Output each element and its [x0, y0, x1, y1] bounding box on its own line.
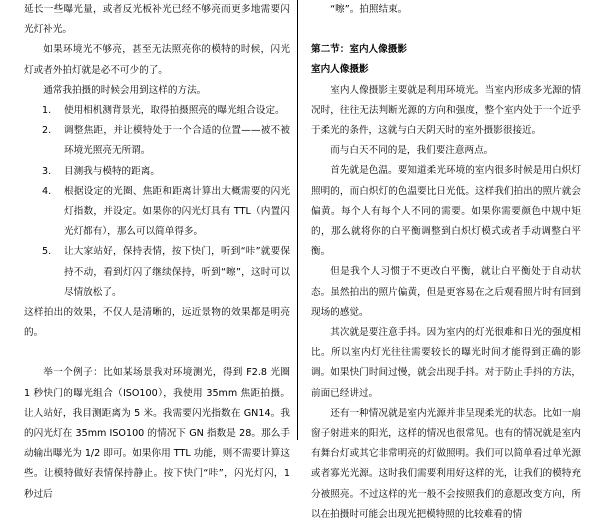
paragraph: 其次就是要注意手抖。因为室内的灯光很难和日光的强度相比。所以室内灯光往往需要较长的曝光时间才能得到正确的影调。如果快门时间过慢，就会出现手抖。对于防止手抖的方法，前面已经讲过。	[311, 327, 581, 399]
paragraph: 而与白天不同的是，我们要注意两点。	[330, 145, 494, 157]
paragraph: 如果环境光不够亮，甚至无法照亮你的模特的时候，闪光灯或者外拍灯就是必不可少的了。	[24, 44, 290, 76]
list-item	[24, 121, 290, 161]
left-page	[24, 0, 290, 500]
paragraph: “嚓”。拍照结束。	[330, 4, 408, 15]
section-heading: 第二节：室内人像摄影	[311, 44, 407, 56]
paragraph: 但是我个人习惯于不更改白平衡，就让白平衡处于自动状态。虽然拍出的照片偏黄，但是更容易在之后观看照片时有回到现场的感觉。	[311, 266, 581, 318]
paragraph: 首先就是色温。要知道柔光环境的室内很多时候是用白炽灯照明的，而白炽灯的色温要比日光低。这样我们拍出的照片就会偏黄。每个人有每个人不同的需要。如果你需要颜色中规中矩的，那么就将你的白平衡调整到白炽灯模式或者手动调整白平衡。	[311, 165, 581, 258]
page-divider	[297, 0, 298, 440]
right-page	[311, 0, 581, 520]
list-number: 4.	[42, 185, 52, 197]
list-item-text: 目测我与模特的距离。	[64, 165, 160, 177]
list-item-text: 使用相机测背景光，取得拍摄照亮的曝光组合设定。	[64, 105, 285, 117]
list-number: 1.	[42, 105, 52, 117]
list-number: 2.	[42, 125, 52, 137]
paragraph: 还有一种情况就是室内光源并非呈现柔光的状态。比如一扇窗子射进来的阳光，这样的情况也很常见。也有的情况就是室内有舞台灯或其它非常明亮的灯做照明。我们可以简单看过单光源或者寡光光源。这时我们需要利用好这样的光，让我们的模特充分被照亮。不过这样的光一般不会按照我们的意愿改变方向，所以在拍摄时可能会出现光把模特照的比较难看的情	[311, 407, 581, 520]
list-item	[24, 182, 290, 243]
steps-list	[24, 101, 290, 303]
list-item	[24, 101, 290, 121]
paragraph: 这样拍出的效果，不仅人是清晰的，远近景物的效果都是明亮的。	[24, 307, 290, 339]
list-number: 5.	[42, 246, 52, 258]
paragraph: 通常我拍摄的时候会用到这样的方法。	[43, 84, 207, 96]
list-item-text: 让大家站好，保持表情，按下快门，听到“咔”就要保持不动，看到灯闪了继续保持，听到“嚓”，这时可以尽情放松了。	[64, 246, 290, 298]
paragraph: 室内人像摄影主要就是利用环境光。当室内形成多光源的情况时，往往无法判断光源的方向和强度，整个室内处于一个近乎于柔光的条件，这就与白天阴天时的室外摄影很接近。	[311, 84, 581, 137]
paragraph-gap	[24, 343, 290, 363]
paragraph-gap	[311, 20, 581, 40]
list-item	[24, 162, 290, 182]
list-item-text: 根据设定的光圈、焦距和距离计算出大概需要的闪光灯指数，并设定。如果你的闪光灯具有 TTL（内置闪光灯都有），那么可以简单得多。	[64, 185, 290, 238]
list-item	[24, 242, 290, 303]
paragraph: 延长一些曝光量，或者反光板补光已经不够亮而更多地需要闪光灯补光。	[24, 4, 290, 36]
list-number: 3.	[42, 165, 52, 177]
subsection-heading: 室内人像摄影	[311, 64, 369, 76]
list-item-text: 调整焦距，并让模特处于一个合适的位置——被不被环境光照亮无所谓。	[64, 125, 290, 157]
paragraph: 举一个例子：比如某场景我对环境测光，得到 F2.8 光圈 1 秒快门的曝光组合（ISO100），我使用 35mm 焦距拍摄。让人站好，我目测距离为 5 米。我需要闪光指数在 GN14。我的闪光灯在 35mm ISO100 的情况下 GN 指数是 28。那么手动输出曝光为 1/2 即可。如果你用 TTL 功能，则不需要计算这些。让模特做好表情保持静止。按下快门“咔”，闪光灯闪，1 秒过后	[24, 367, 290, 500]
